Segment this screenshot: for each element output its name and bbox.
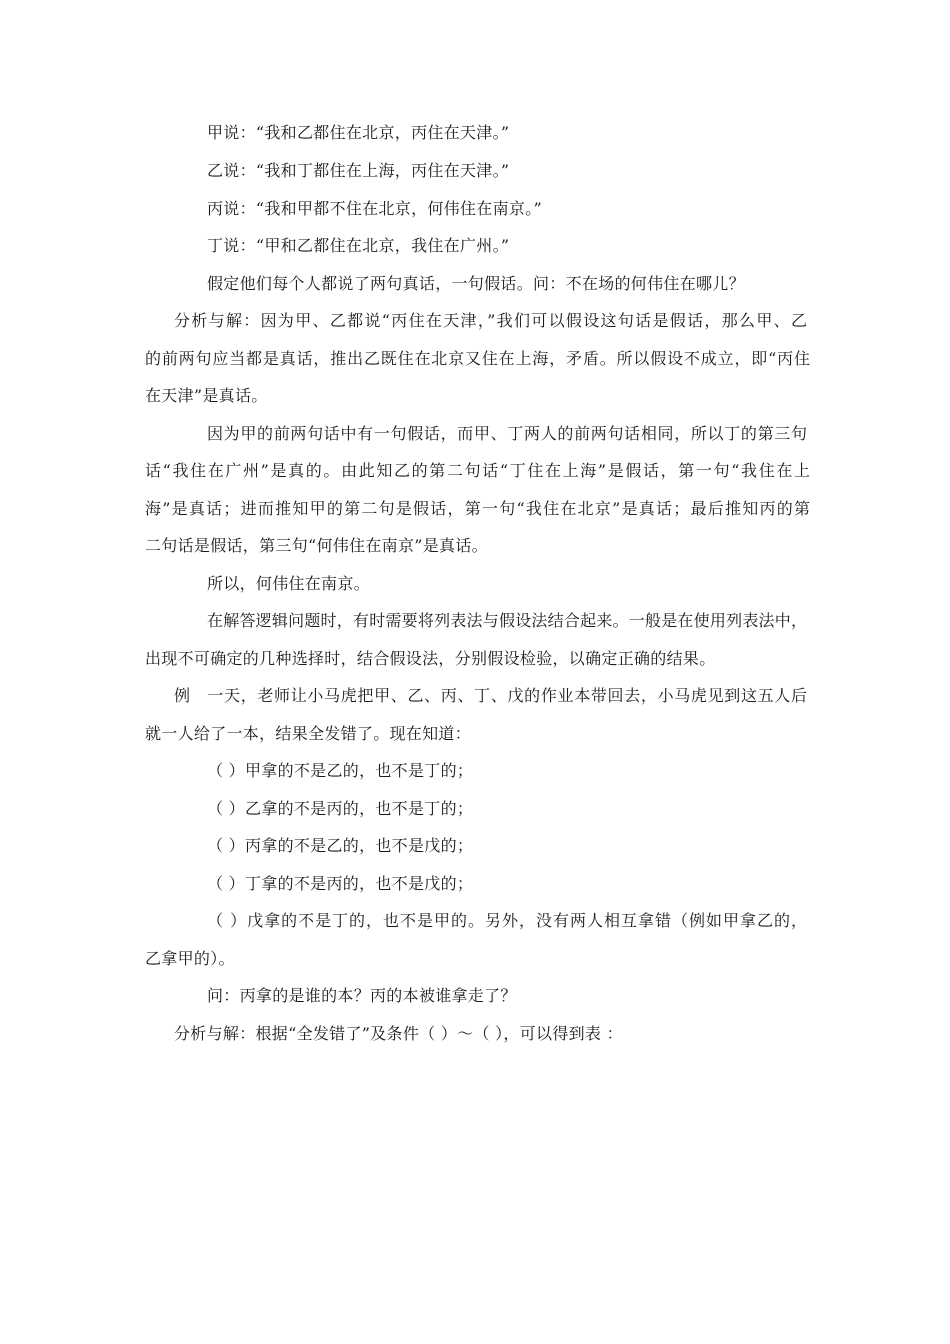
condition-5-continued: 乙拿甲的）。	[145, 949, 235, 968]
example-analysis: 分析与解：根据“全发错了”及条件（ ）～（ ），可以得到表 ：	[174, 1024, 623, 1043]
example-line-1: 例 一天，老师让小马虎把甲、乙、丙、丁、戊的作业本带回去，小马虎见到这五人后	[174, 686, 807, 705]
paragraph-2-line-1: 因为甲的前两句话中有一句假话，而甲、丁两人的前两句话相同，所以丁的第三句	[207, 424, 807, 443]
paragraph-2-line-4: 二句话是假话，第三句“何伟住在南京”是真话。	[145, 536, 488, 555]
paragraph-2-line-3: 海”是真话；进而推知甲的第二句是假话，第一句“我住在北京”是真话；最后推知丙的第	[145, 499, 810, 518]
statement-bing: 丙说：“我和甲都不住在北京，何伟住在南京。”	[207, 199, 542, 218]
question-line: 假定他们每个人都说了两句真话，一句假话。问：不在场的何伟住在哪儿？	[207, 274, 745, 293]
method-line-1: 在解答逻辑问题时，有时需要将列表法与假设法结合起来。一般是在使用列表法中，	[207, 611, 807, 630]
analysis-line-2: 的前两句应当都是真话，推出乙既住在北京又住在上海，矛盾。所以假设不成立，即“丙住	[145, 349, 810, 368]
condition-3: （ ）丙拿的不是乙的，也不是戊的；	[207, 836, 474, 855]
statement-jia: 甲说：“我和乙都住在北京，丙住在天津。”	[207, 123, 510, 142]
analysis-line-1: 分析与解：因为甲、乙都说“丙住在天津，”我们可以假设这句话是假话，那么甲、乙	[174, 311, 807, 330]
example-line-2: 就一人给了一本，结果全发错了。现在知道：	[145, 724, 472, 743]
conclusion-line: 所以，何伟住在南京。	[207, 574, 371, 593]
example-question: 问：丙拿的是谁的本？丙的本被谁拿走了？	[207, 986, 517, 1005]
statement-ding: 丁说：“甲和乙都住在北京，我住在广州。”	[207, 236, 510, 255]
condition-4: （ ）丁拿的不是丙的，也不是戊的；	[207, 874, 474, 893]
condition-2: （ ）乙拿的不是丙的，也不是丁的；	[207, 799, 474, 818]
method-line-2: 出现不可确定的几种选择时，结合假设法，分别假设检验，以确定正确的结果。	[145, 649, 716, 668]
condition-5: （ ）戊拿的不是丁的，也不是甲的。另外，没有两人相互拿错（例如甲拿乙的，	[207, 911, 807, 930]
analysis-line-3: 在天津”是真话。	[145, 386, 268, 405]
statement-yi: 乙说：“我和丁都住在上海，丙住在天津。”	[207, 161, 510, 180]
condition-1: （ ）甲拿的不是乙的，也不是丁的；	[207, 761, 474, 780]
paragraph-2-line-2: 话“我住在广州”是真的。由此知乙的第二句话“丁住在上海”是假话，第一句“我住在上	[145, 461, 810, 480]
